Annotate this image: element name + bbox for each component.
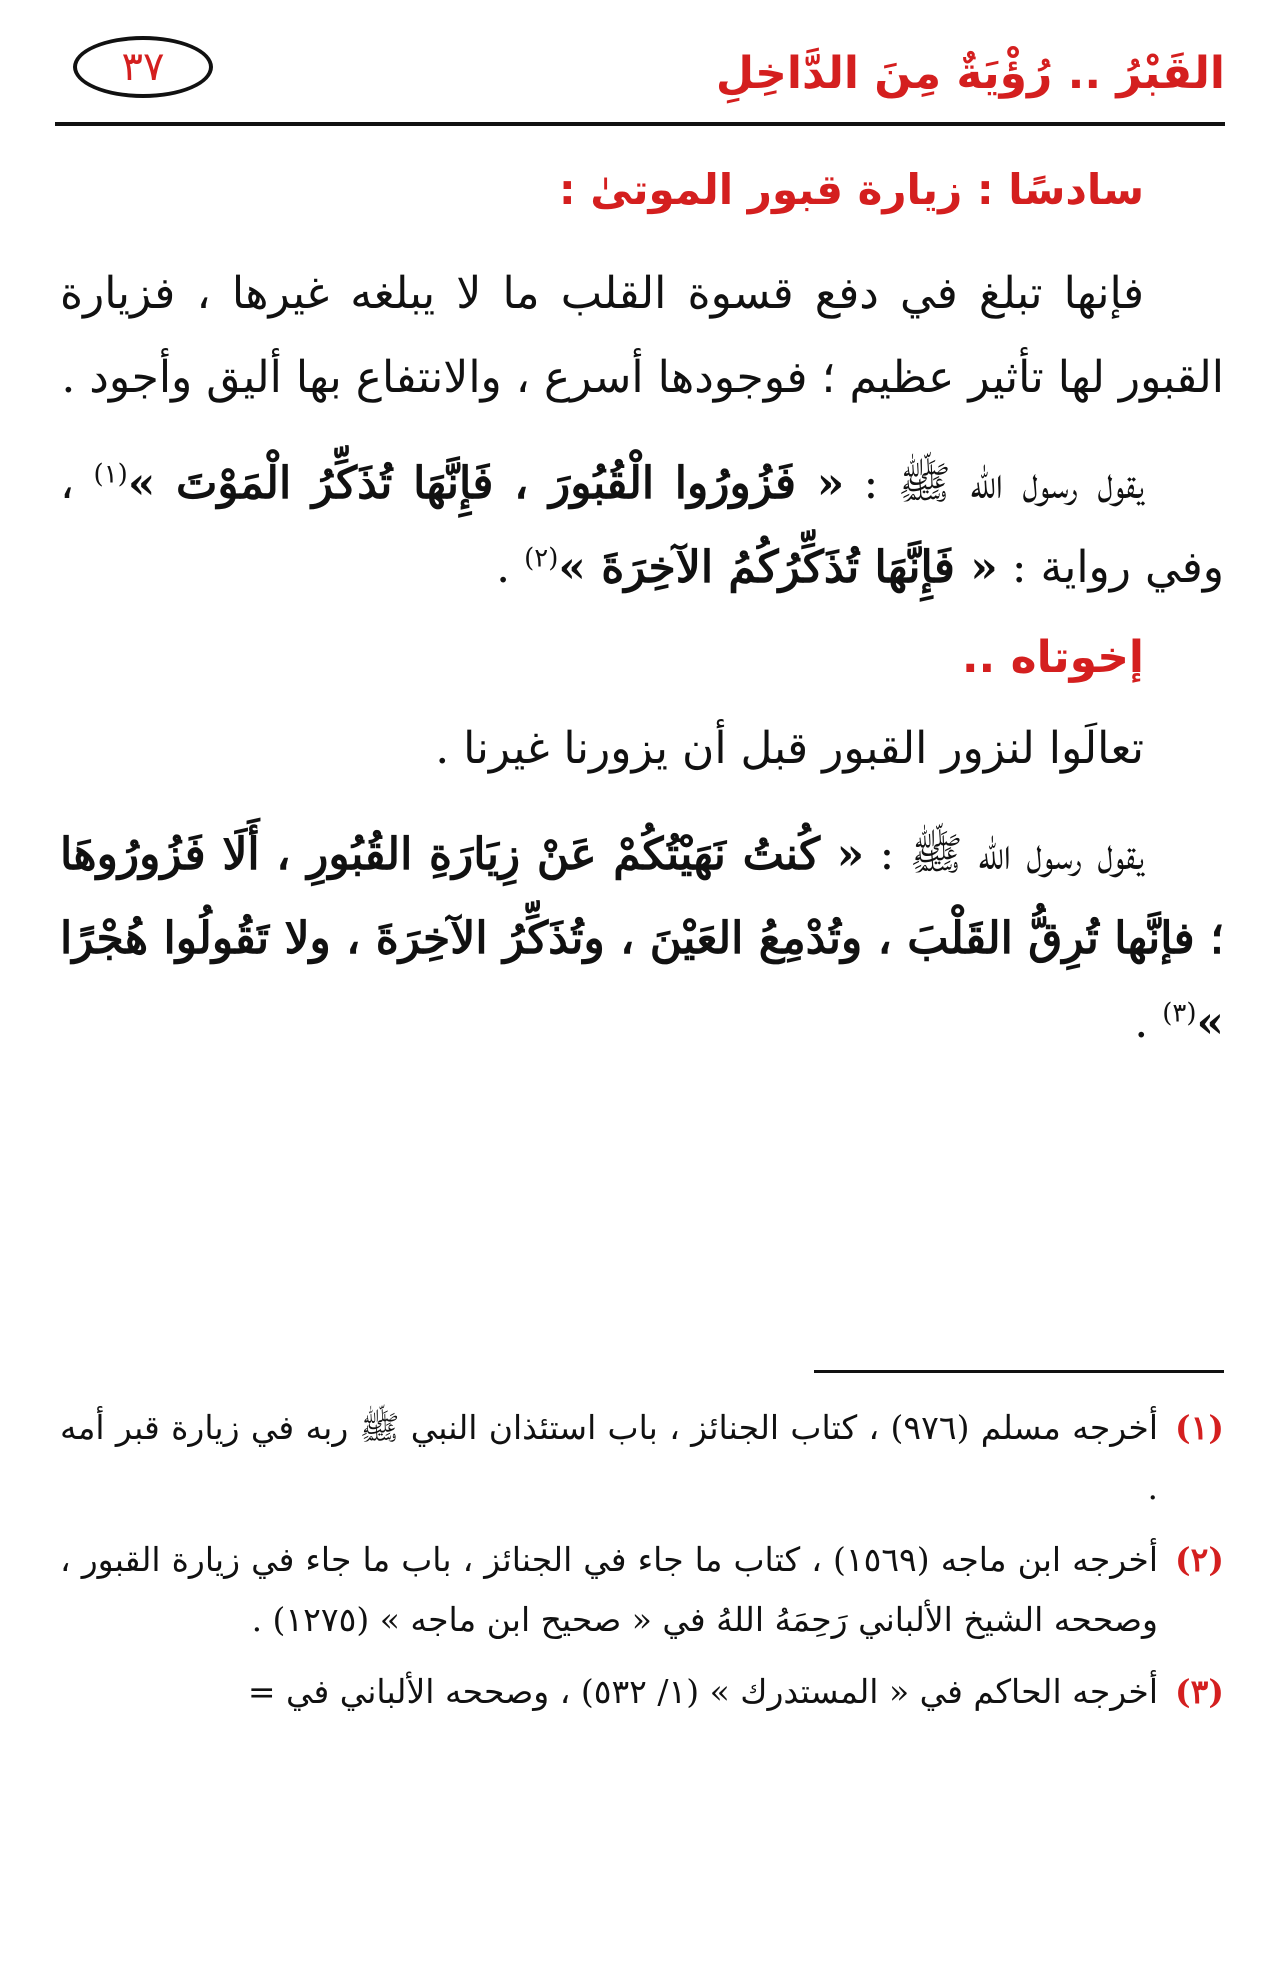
section-heading: سادسًا : زيارة قبور الموتىٰ : [558,165,1144,214]
footnote-number: (٢) [1175,1540,1224,1579]
footnote-ref-3[interactable]: (٣) [1162,998,1197,1029]
hadith-text: « كُنتُ نَهَيْتُكُمْ عَنْ زِيَارَةِ القُبُورِ ، أَلَا فَزُورُوهَا ؛ فإنَّها تُرِقُّ القَلْبَ ، وتُدْمِعُ العَيْنَ ، وتُذَكِّرُ الآخِرَةَ ، ولا تَقُولُوا هُجْرًا » [60,829,1224,1048]
sub-heading: إخوتاه .. [961,632,1144,683]
header-rule [55,122,1225,126]
hadith-paragraph-1 [60,442,1224,610]
hadith-end: . [1134,997,1163,1048]
paragraph-2: تعالَوا لنزور القبور قبل أن يزورنا غيرنا . [435,723,1144,774]
hadith-text: « فَزُورُوا الْقُبُورَ ، فَإِنَّهَا تُذَكِّرُ الْمَوْتَ » [127,458,845,509]
hadith-text-variant: « فَإِنَّهَا تُذَكِّرُكُمُ الآخِرَةَ » [558,542,998,593]
hadith-paragraph-2 [60,813,1224,1065]
footnotes [60,1398,1224,1734]
paragraph-1: فإنها تبلغ في دفع قسوة القلب ما لا يبلغه غيرها ، فزيارة القبور لها تأثير عظيم ؛ فوجودها أسرع ، والانتفاع بها أليق وأجود . [60,268,1224,403]
hadith-intro: يقول رسول الله ﷺ : [844,458,1145,509]
main-text [60,165,1224,1087]
page-number: ٣٧ [73,36,213,98]
footnote-ref-2[interactable]: (٢) [524,543,559,574]
footnote-3 [60,1662,1224,1722]
footnote-1 [60,1398,1224,1518]
footnote-text: أخرجه مسلم (٩٧٦) ، كتاب الجنائز ، باب استئذان النبي ﷺ ربه في زيارة قبر أمه . [60,1408,1158,1507]
hadith-end: . [496,542,525,593]
footnote-text: أخرجه الحاكم في « المستدرك » (١/ ٥٣٢) ، وصححه الألباني في = [247,1672,1158,1711]
page-header [55,30,1225,125]
running-title: القَبْرُ .. رُؤْيَةٌ مِنَ الدَّاخِلِ [715,48,1225,99]
hadith-connector: ، وفي رواية : [60,458,1224,593]
footnote-text: أخرجه ابن ماجه (١٥٦٩) ، كتاب ما جاء في الجنائز ، باب ما جاء في زيارة القبور ، وصححه الشيخ الألباني رَحِمَهُ اللهُ في « صحيح ابن ماجه » (١٢٧٥) . [60,1540,1158,1639]
footnote-number: (٣) [1175,1672,1224,1711]
footnote-ref-1[interactable]: (١) [93,459,128,490]
footnote-number: (١) [1175,1408,1224,1447]
footnote-divider [814,1370,1224,1373]
hadith-intro: يقول رسول الله ﷺ : [864,829,1145,880]
footnote-2 [60,1530,1224,1650]
